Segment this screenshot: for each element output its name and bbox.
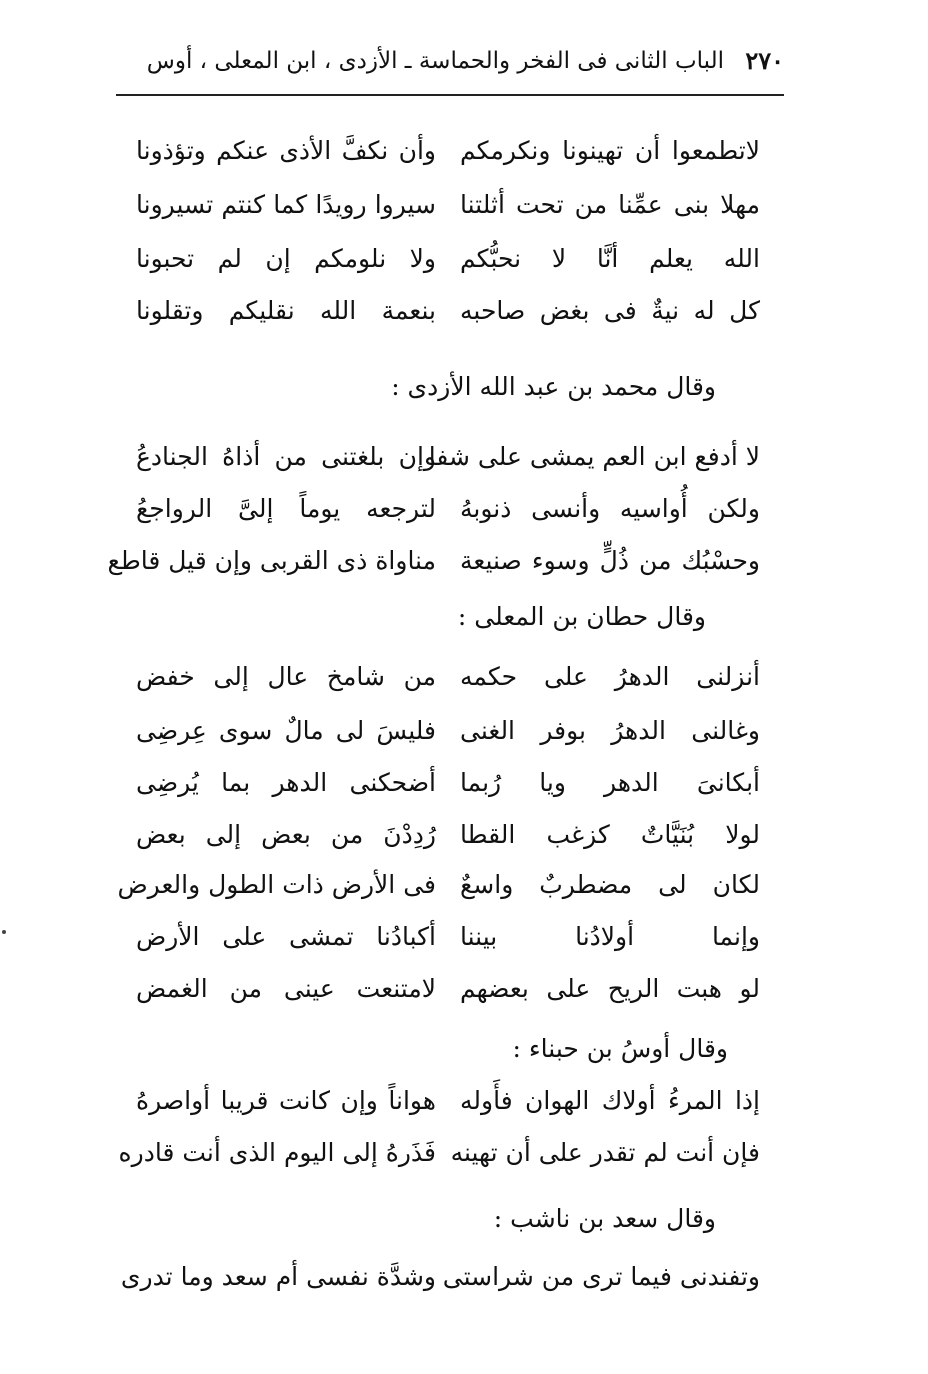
second-hemistich: بنعمة الله نقليكم وتقلونا: [136, 296, 436, 325]
first-hemistich: لولا بُنَيَّاتٌ كزغب القطا: [460, 820, 760, 849]
verse-line: [0, 1130, 928, 1176]
verse-line: [0, 914, 928, 960]
verse-line: [0, 236, 928, 282]
page-header: [120, 44, 784, 84]
verse-line: [0, 288, 928, 334]
first-hemistich: أبكانىَ الدهر ويا رُبما: [460, 768, 760, 797]
verse-line: [0, 538, 928, 584]
first-hemistich: وتفندنى فيما ترى من شراستى: [442, 1262, 760, 1291]
section-intro: وقال حطان بن المعلى :: [457, 602, 706, 631]
first-hemistich: إذا المرءُ أولاك الهوان فأَوله: [460, 1086, 760, 1115]
first-hemistich: وغالنى الدهرُ بوفر الغنى: [460, 716, 760, 745]
second-hemistich: رُدِدْنَ من بعض إلى بعض: [136, 820, 436, 849]
second-hemistich: مناواة ذى القربى وإن قيل قاطع: [107, 546, 436, 575]
second-hemistich: فَذَرهُ إلى اليوم الذى أنت قادره: [118, 1138, 436, 1167]
second-hemistich: وإن بلغتنى من أذاهُ الجنادعُ: [136, 442, 436, 471]
verse-line: [0, 760, 928, 806]
second-hemistich: لترجعه يوماً إلىَّ الرواجعُ: [136, 494, 436, 523]
first-hemistich: كل له نيةٌ فى بغض صاحبه: [460, 296, 760, 325]
second-hemistich: أكبادُنا تمشى على الأرض: [136, 922, 436, 951]
first-hemistich: لاتطمعوا أن تهينونا ونكرمكم: [460, 136, 760, 165]
second-hemistich: وشدَّة نفسى أم سعد وما تدرى: [120, 1262, 436, 1291]
second-hemistich: سيروا رويدًا كما كنتم تسيرونا: [136, 190, 436, 219]
verse-line: [0, 1078, 928, 1124]
running-head: الباب الثانى فى الفخر والحماسة ـ الأزدى ، ابن المعلى ، أوس: [146, 48, 724, 74]
second-hemistich: لامتنعت عينى من الغمض: [136, 974, 436, 1003]
verse-line: [0, 862, 928, 908]
verse-line: [0, 128, 928, 174]
section-intro: وقال محمد بن عبد الله الأزدى :: [391, 372, 716, 401]
verse-line: [0, 708, 928, 754]
first-hemistich: لكان لى مضطربٌ واسعٌ: [460, 870, 760, 899]
first-hemistich: مهلا بنى عمِّنا من تحت أثلتنا: [460, 190, 760, 219]
second-hemistich: فليسَ لى مالٌ سوى عِرضِى: [136, 716, 436, 745]
verse-line: [0, 812, 928, 858]
section-intro: وقال سعد بن ناشب :: [493, 1204, 716, 1233]
first-hemistich: لو هبت الريح على بعضهم: [460, 974, 760, 1003]
section-intro: وقال أوسُ بن حبناء :: [512, 1034, 728, 1063]
header-rule: [116, 94, 784, 96]
second-hemistich: أضحكنى الدهر بما يُرضِى: [136, 768, 436, 797]
second-hemistich: هواناً وإن كانت قريبا أواصرهُ: [136, 1086, 436, 1115]
second-hemistich: من شامخ عال إلى خفض: [136, 662, 436, 691]
verse-line: [0, 1254, 928, 1300]
page-number: ٢٧٠: [745, 46, 784, 75]
second-hemistich: فى الأرض ذات الطول والعرض: [117, 870, 436, 899]
verse-line: [0, 182, 928, 228]
verse-line: [0, 966, 928, 1012]
first-hemistich: فإن أنت لم تقدر على أن تهينه: [450, 1138, 760, 1167]
first-hemistich: لا أدفع ابن العم يمشى على شفا: [428, 442, 760, 471]
first-hemistich: ولكن أُواسيه وأنسى ذنوبهُ: [460, 494, 760, 523]
verse-line: [0, 486, 928, 532]
second-hemistich: ولا نلومكم إن لم تحبونا: [136, 244, 436, 273]
second-hemistich: وأن نكفَّ الأذى عنكم وتؤذونا: [136, 136, 436, 165]
margin-speck: [2, 930, 6, 934]
verse-line: [0, 434, 928, 480]
verse-line: [0, 654, 928, 700]
first-hemistich: أنزلنى الدهرُ على حكمه: [460, 662, 760, 691]
first-hemistich: الله يعلم أنَّا لا نحبُّكم: [460, 244, 760, 273]
first-hemistich: وإنما أولادُنا بيننا: [460, 922, 760, 951]
first-hemistich: وحسْبُك من ذُلٍّ وسوء صنيعة: [460, 546, 760, 575]
